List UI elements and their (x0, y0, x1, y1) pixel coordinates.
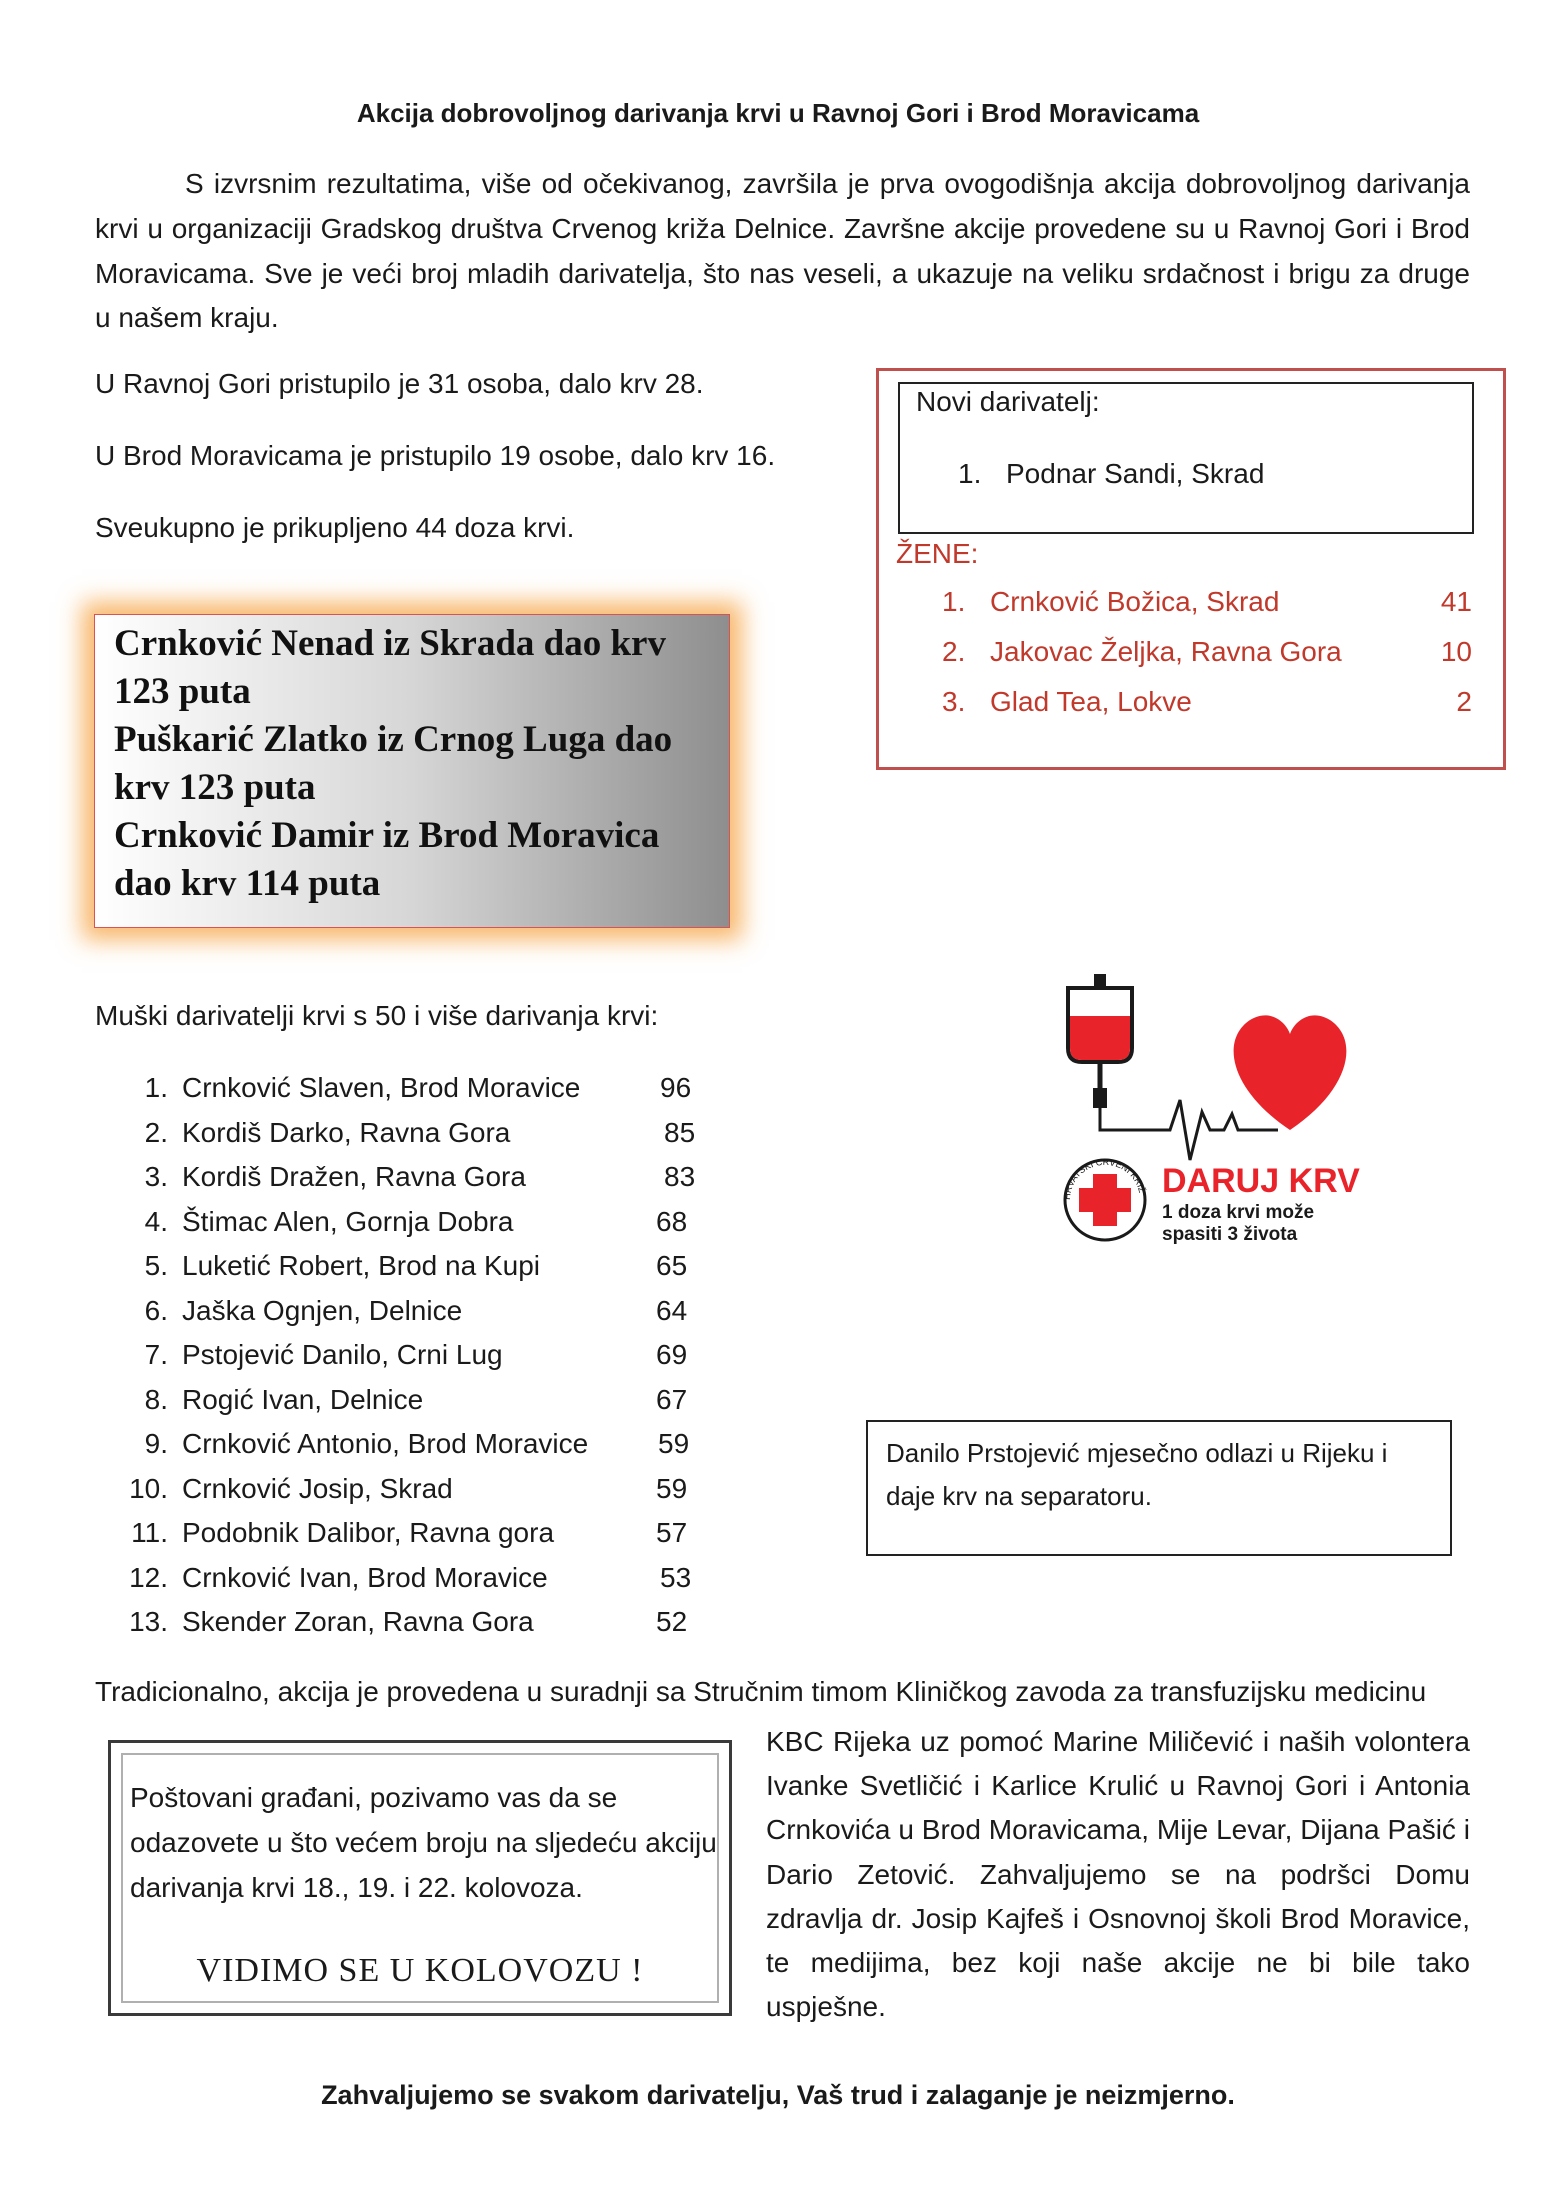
male-donor-value: 68 (656, 1205, 688, 1237)
women-row (942, 586, 1472, 618)
blood-bag-icon (1068, 974, 1140, 1130)
male-donor-name: Kordiš Dražen, Ravna Gora (182, 1161, 526, 1192)
intro-text: S izvrsnim rezultatima, više od očekivanog, završila je prva ovogodišnja akcija dobrovoljnog darivanja krvi u organizaciji Gradskog društva Crvenog križa Delnice. Završne akcije provedene su u Ravnoj Gori i Brod Moravicama. Sve je veći broj mladih darivatelja, što nas veseli, a ukazuje na veliku srdačnost i brigu za druge u našem kraju. (95, 168, 1470, 334)
heart-icon (1234, 1015, 1347, 1130)
logo-org-text: HRVATSKI CRVENI KRIŽ (1061, 1156, 1148, 1201)
stat-ravna-gora: U Ravnoj Gori pristupilo je 31 osoba, dalo krv 28. (95, 368, 704, 399)
women-value: 10 (1440, 636, 1472, 667)
women-name: Crnković Božica, Skrad (990, 586, 1280, 617)
women-row (942, 636, 1472, 668)
male-donor-value: 69 (656, 1339, 688, 1370)
top-donor: Crnković Nenad iz Skrada dao krv 123 puta (114, 623, 666, 713)
male-donor-num: 7. (144, 1339, 168, 1370)
women-name: Jakovac Željka, Ravna Gora (990, 636, 1342, 667)
male-donor-num: 12. (129, 1561, 168, 1593)
male-donor-value: 59 (656, 1472, 688, 1504)
male-donor-value: 96 (660, 1072, 692, 1103)
male-donor-num: 10. (129, 1472, 168, 1504)
male-donor-name: Jaška Ognjen, Delnice (182, 1294, 463, 1326)
male-donor-num: 3. (144, 1161, 168, 1192)
male-donor-row (120, 1295, 462, 1327)
male-donor-row (120, 1562, 548, 1594)
male-donor-row (120, 1206, 514, 1238)
male-donor-row (120, 1161, 526, 1193)
male-donor-value: 52 (656, 1606, 688, 1637)
male-donors-title: Muški darivatelji krvi s 50 i više darivanja krvi: (95, 1000, 659, 1031)
male-donor-value: 53 (660, 1561, 692, 1593)
intro-paragraph (95, 162, 1470, 341)
male-donor-row (120, 1473, 453, 1505)
new-donor-label: Novi darivatelj: (916, 386, 1100, 417)
top-donor: Puškarić Zlatko iz Crnog Luga dao krv 123 puta (114, 719, 673, 809)
male-donor-row (120, 1384, 423, 1416)
logo-headline: DARUJ KRV (1162, 1162, 1360, 1200)
male-donor-value: 67 (656, 1383, 688, 1415)
closing-line: Zahvaljujemo se svakom darivatelju, Vaš trud i zalaganje je neizmjerno. (321, 2080, 1235, 2110)
male-donor-name: Crnković Antonio, Brod Moravice (182, 1428, 589, 1459)
male-donor-name: Crnković Ivan, Brod Moravice (182, 1561, 548, 1593)
male-donor-value: 85 (664, 1116, 696, 1148)
see-you-banner: VIDIMO SE U KOLOVOZU ! (196, 1952, 644, 1989)
women-value: 2 (1456, 686, 1472, 717)
male-donor-num: 8. (144, 1383, 168, 1415)
male-donor-value: 59 (658, 1428, 690, 1459)
male-donor-name: Crnković Slaven, Brod Moravice (182, 1072, 581, 1103)
male-donor-row (120, 1606, 534, 1638)
red-cross-badge (1062, 1157, 1147, 1240)
male-donor-row (120, 1517, 554, 1549)
male-donor-row (120, 1117, 510, 1149)
top-donor: Crnković Damir iz Brod Moravica dao krv 114 puta (114, 815, 660, 905)
male-donor-value: 64 (656, 1294, 688, 1326)
male-donor-name: Rogić Ivan, Delnice (182, 1383, 424, 1415)
male-donor-value: 83 (664, 1161, 696, 1192)
new-donor-num: 1. (958, 458, 982, 489)
male-donor-num: 9. (144, 1428, 168, 1459)
women-label: ŽENE: (896, 538, 979, 569)
heartbeat-line (1140, 1100, 1278, 1160)
women-num: 3. (942, 686, 966, 717)
male-donor-name: Luketić Robert, Brod na Kupi (182, 1250, 540, 1281)
thanks-paragraph-rest: KBC Rijeka uz pomoć Marine Miličević i naših volontera Ivanke Svetličić i Karlice Krulić u Ravnoj Gori i Antonia Crnkovića u Brod Moravicama, Mije Levar, Dijana Pašić i Dario Zetović. Zahvaljujemo se na podršci Domu zdravlja dr. Josip Kajfeš i Osnovnoj školi Brod Moravice, te medijima, bez koji naše akcije ne bi bile tako uspješne. (766, 1726, 1470, 2023)
male-donor-name: Skender Zoran, Ravna Gora (182, 1606, 534, 1637)
male-donor-num: 1. (144, 1072, 168, 1103)
thanks-paragraph-line1: Tradicionalno, akcija je provedena u suradnji sa Stručnim timom Kliničkog zavoda za transfuzijsku medicinu (95, 1676, 1427, 1707)
male-donor-num: 4. (144, 1205, 168, 1237)
male-donor-value: 65 (656, 1250, 688, 1281)
male-donor-row (120, 1072, 580, 1104)
daruj-krv-logo (1050, 960, 1400, 1260)
male-donor-row (120, 1250, 540, 1282)
women-num: 1. (942, 586, 966, 617)
male-donor-name: Pstojević Danilo, Crni Lug (182, 1339, 503, 1370)
male-donor-num: 6. (144, 1294, 168, 1326)
top-donors-text (114, 620, 714, 909)
women-row (942, 686, 1472, 718)
page-title: Akcija dobrovoljnog darivanja krvi u Ravnoj Gori i Brod Moravicama (356, 98, 1200, 128)
women-name: Glad Tea, Lokve (990, 686, 1192, 717)
new-donor-item (958, 458, 1264, 490)
male-donor-num: 5. (144, 1250, 168, 1281)
male-donor-name: Podobnik Dalibor, Ravna gora (182, 1517, 555, 1548)
male-donor-num: 13. (129, 1606, 168, 1637)
male-donor-num: 11. (131, 1517, 168, 1548)
logo-line1: 1 doza krvi može (1162, 1202, 1315, 1223)
logo-line2: spasiti 3 života (1162, 1224, 1298, 1245)
male-donor-num: 2. (144, 1116, 168, 1148)
male-donor-name: Crnković Josip, Skrad (182, 1472, 453, 1504)
male-donor-name: Kordiš Darko, Ravna Gora (182, 1116, 511, 1148)
women-value: 41 (1440, 586, 1472, 617)
women-num: 2. (942, 636, 966, 667)
new-donor-name: Podnar Sandi, Skrad (1006, 458, 1265, 489)
stat-brod-moravice: U Brod Moravicama je pristupilo 19 osobe, dalo krv 16. (95, 440, 776, 471)
male-donor-row (120, 1339, 503, 1371)
danilo-note: Danilo Prstojević mjesečno odlazi u Rijeku i daje krv na separatoru. (886, 1438, 1388, 1511)
male-donor-row (120, 1428, 588, 1460)
stat-total: Sveukupno je prikupljeno 44 doza krvi. (95, 512, 575, 543)
male-donor-value: 57 (656, 1517, 688, 1548)
invitation-text: Poštovani građani, pozivamo vas da se odazovete u što većem broju na sljedeću akciju darivanja krvi 18., 19. i 22. kolovoza. (130, 1782, 717, 1903)
male-donor-name: Štimac Alen, Gornja Dobra (182, 1205, 514, 1237)
